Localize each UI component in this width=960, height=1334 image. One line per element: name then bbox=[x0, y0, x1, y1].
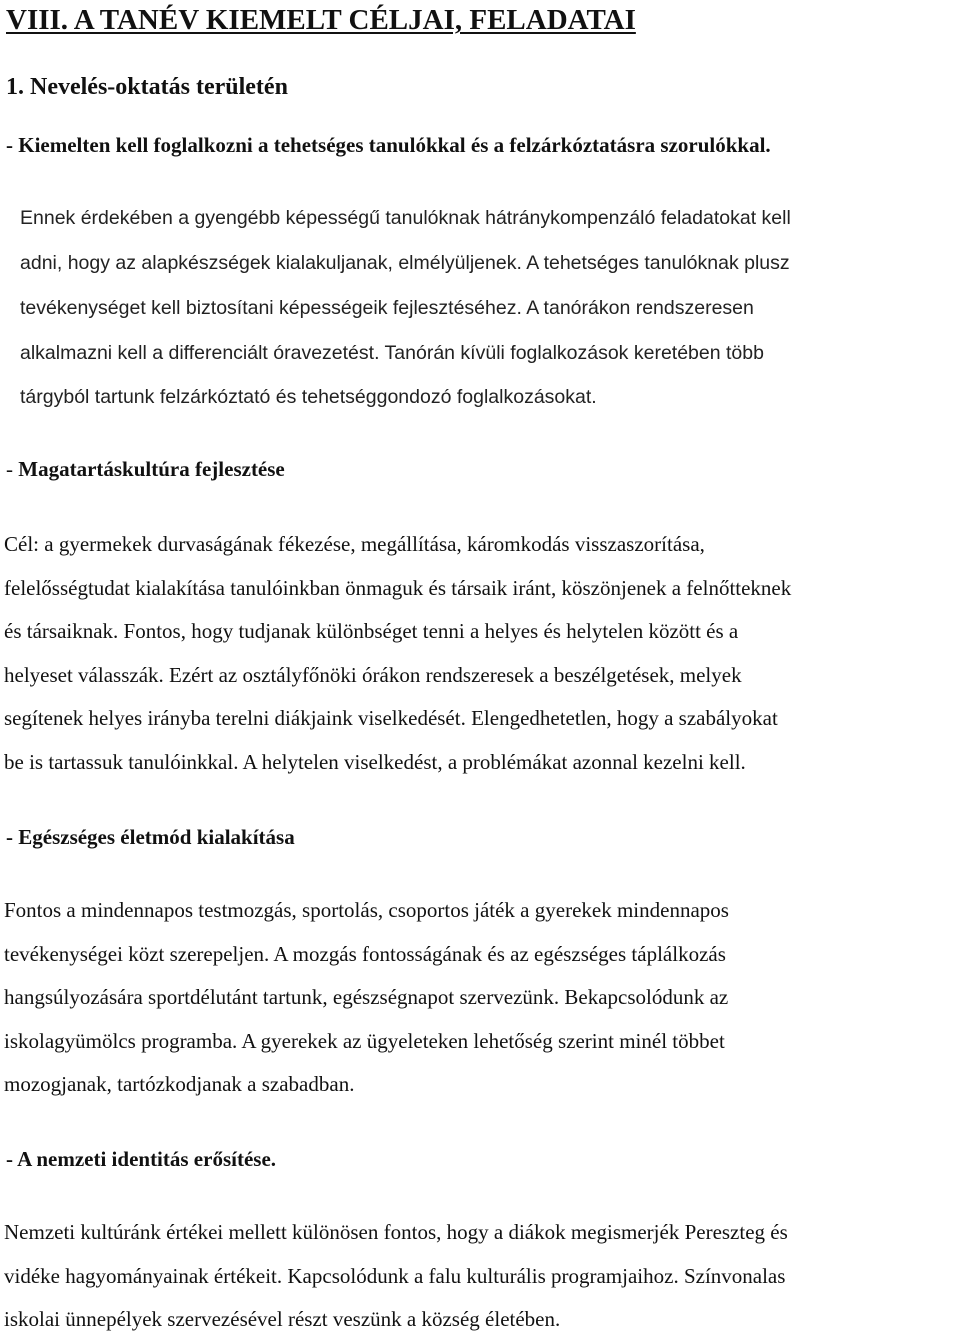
document-title: VIII. A TANÉV KIEMELT CÉLJAI, FELADATAI bbox=[6, 4, 636, 36]
paragraph-line: hangsúlyozására sportdélutánt tartunk, egészségnapot szervezünk. Bekapcsolódunk az bbox=[4, 985, 729, 1009]
paragraph-line: iskolagyümölcs programba. A gyerekek az ügyeleteken lehetőség szerint minél többet bbox=[4, 1029, 725, 1053]
paragraph-line: helyeset válasszák. Ezért az osztályfőnöki órákon rendszeresek a beszélgetések, melyek bbox=[4, 663, 742, 687]
paragraph-line: és társaiknak. Fontos, hogy tudjanak különbséget tenni a helyes és helytelen között és a bbox=[4, 619, 739, 643]
paragraph-line: Cél: a gyermekek durvaságának fékezése, megállítása, káromkodás visszaszorítása, bbox=[4, 532, 705, 556]
paragraph-line: vidéke hagyományainak értékeit. Kapcsolódunk a falu kulturális programjaihoz. Színvonalas bbox=[4, 1264, 786, 1288]
paragraph-line: be is tartassuk tanulóinkkal. A helytelen viselkedést, a problémákat azonnal kezelni kell. bbox=[4, 750, 746, 774]
paragraph-line: tevékenységei közt szerepeljen. A mozgás fontosságának és az egészséges táplálkozás bbox=[4, 942, 726, 966]
paragraph-line: alkalmazni kell a differenciált óravezetést. Tanórán kívüli foglalkozások keretében több bbox=[20, 342, 764, 364]
paragraph-line: mozogjanak, tartózkodjanak a szabadban. bbox=[4, 1072, 355, 1096]
paragraph-line: tevékenységet kell biztosítani képességeik fejlesztéséhez. A tanórákon rendszeresen bbox=[20, 297, 754, 319]
section-heading-identity: - A nemzeti identitás erősítése. bbox=[6, 1147, 277, 1171]
section-heading-health: - Egészséges életmód kialakítása bbox=[6, 825, 295, 849]
paragraph-line: segítenek helyes irányba terelni diákjaink viselkedését. Elengedhetetlen, hogy a szabályokat bbox=[4, 706, 778, 730]
paragraph-line: tárgyból tartunk felzárkóztató és tehetséggondozó foglalkozásokat. bbox=[20, 386, 597, 408]
section-heading-behaviour: - Magatartáskultúra fejlesztése bbox=[6, 457, 285, 481]
paragraph-line: iskolai ünnepélyek szervezésével részt veszünk a község életében. bbox=[4, 1307, 561, 1331]
paragraph-line: Nemzeti kultúránk értékei mellett különösen fontos, hogy a diákok megismerjék Pereszteg és bbox=[4, 1220, 788, 1244]
point-talented-students: - Kiemelten kell foglalkozni a tehetséges tanulókkal és a felzárkóztatásra szorulókkal. bbox=[6, 133, 771, 157]
paragraph-line: Ennek érdekében a gyengébb képességű tanulóknak hátránykompenzáló feladatokat kell bbox=[20, 207, 791, 229]
behaviour-heading-text: Magatartáskultúra fejlesztése bbox=[18, 457, 285, 481]
section-heading-education: 1. Nevelés-oktatás területén bbox=[6, 74, 288, 100]
paragraph-line: felelősségtudat kialakítása tanulóinkban önmaguk és társaik iránt, köszönjenek a felnőtteknek bbox=[4, 576, 792, 600]
paragraph-line: Fontos a mindennapos testmozgás, sportolás, csoportos játék a gyerekek mindennapos bbox=[4, 898, 729, 922]
paragraph-line: adni, hogy az alapkészségek kialakuljanak, elmélyüljenek. A tehetséges tanulóknak plusz bbox=[20, 252, 790, 274]
